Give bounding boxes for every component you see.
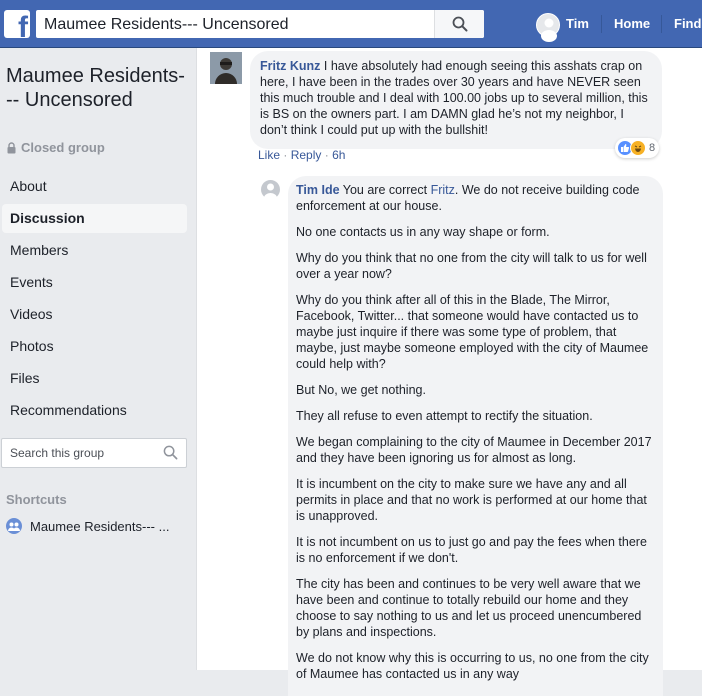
group-privacy: [6, 140, 105, 155]
profile-photo-icon: [210, 52, 242, 84]
reply-paragraph: Why do you think that no one from the city will talk to us for well over a year now?: [296, 251, 647, 281]
reactions-summary[interactable]: [615, 138, 659, 158]
sidebar-item-recommendations[interactable]: Recommendations: [10, 402, 127, 418]
sidebar-item-about[interactable]: About: [10, 178, 47, 194]
comments-panel: [196, 48, 702, 681]
group-icon: [6, 518, 22, 534]
shortcuts-heading: Shortcuts: [6, 492, 67, 507]
sidebar-item-events[interactable]: Events: [10, 274, 53, 290]
commenter-avatar[interactable]: [210, 52, 242, 84]
comment-author-link[interactable]: Fritz Kunz: [260, 59, 321, 73]
group-search-input[interactable]: [1, 438, 187, 468]
comment-text: I have absolutely had enough seeing this asshats crap on here, I have been in the trades over 30 years and have NEVER seen this much trouble and I deal with 100.00 jobs up to several million, this is BS on the owners part. I am DAMN glad he’s not my neighbor, I don’t think I could put up with the bullshit!: [260, 59, 648, 137]
sidebar-item-photos[interactable]: Photos: [10, 338, 54, 354]
user-name-link[interactable]: Tim: [566, 16, 589, 31]
user-silhouette-icon: [261, 180, 280, 199]
haha-reaction-icon: [630, 140, 646, 156]
reply-intro-rest: . We do not receive building code enforcement at our house.: [296, 183, 640, 213]
search-button[interactable]: [434, 10, 484, 38]
reply-paragraph: No one contacts us in any way shape or form.: [296, 225, 550, 239]
nav-divider: [601, 15, 602, 33]
sidebar-item-videos[interactable]: Videos: [10, 306, 53, 322]
reply-author-link[interactable]: Tim Ide: [296, 183, 340, 197]
home-link[interactable]: Home: [614, 16, 651, 31]
find-friends-link[interactable]: Find: [674, 16, 702, 31]
comment-timestamp[interactable]: 6h: [332, 148, 346, 162]
lock-icon: [6, 142, 17, 154]
group-privacy-label: Closed group: [21, 140, 105, 155]
sidebar-item-members[interactable]: Members: [10, 242, 69, 258]
reply-paragraph: But No, we get nothing.: [296, 383, 426, 397]
reaction-count: 8: [649, 142, 656, 154]
like-link[interactable]: Like: [258, 148, 281, 162]
search-icon: [163, 445, 178, 460]
reply-bubble: [288, 176, 663, 696]
nav-divider: [661, 15, 662, 33]
search-input[interactable]: [36, 10, 484, 38]
reply-intro: You are correct: [342, 183, 428, 197]
search-icon: [452, 16, 468, 32]
top-bar: [0, 0, 702, 48]
reply-paragraph: The city has been and continues to be very well aware that we have been and continue to totally rebuild our home and they choose to say nothing to us and let us proceed unencumbered by plans and inspections.: [296, 577, 642, 639]
comment-actions: [258, 148, 345, 162]
reply-paragraph: It is incumbent on the city to make sure we have any and all permits in place and that no work is performed at our home that is unapproved.: [296, 477, 647, 523]
reply-paragraph: Why do you think after all of this in the Blade, The Mirror, Facebook, Twitter... that someone would have contacted us to maybe just inquire if there was some type of problem, that maybe, just maybe someone employed with the city of Maumee could help with?: [296, 293, 649, 371]
group-name[interactable]: Maumee Residents--- Uncensored: [6, 65, 185, 111]
mention-link[interactable]: Fritz: [430, 183, 455, 197]
comment-bubble: [250, 51, 662, 149]
reply-paragraph: We began complaining to the city of Maumee in December 2017 and they have been ignoring us for almost as long.: [296, 435, 652, 465]
separator-dot: ·: [283, 148, 291, 162]
user-avatar[interactable]: [536, 13, 560, 37]
reply-first-paragraph: [296, 182, 653, 214]
search-input-value: Maumee Residents--- Uncensored: [44, 16, 289, 33]
separator-dot: ·: [324, 148, 333, 162]
left-sidebar: [0, 48, 196, 670]
reply-paragraph: We do not know why this is occurring to us, no one from the city of Maumee has contacted us in any way: [296, 651, 649, 681]
reply-link[interactable]: Reply: [290, 148, 322, 162]
user-silhouette-icon: [537, 14, 561, 38]
shortcut-group-link[interactable]: [6, 518, 169, 534]
shortcut-label: Maumee Residents--- ...: [30, 518, 170, 534]
group-search-placeholder: Search this group: [10, 446, 105, 460]
reply-avatar[interactable]: [261, 180, 280, 199]
reply-paragraph: It is not incumbent on us to just go and pay the fees when there is no enforcement if we don't.: [296, 535, 647, 565]
sidebar-item-files[interactable]: Files: [10, 370, 40, 386]
sidebar-item-discussion[interactable]: Discussion: [2, 204, 187, 233]
reply-paragraph: They all refuse to even attempt to rectify the situation.: [296, 409, 593, 423]
facebook-logo-icon[interactable]: f: [4, 10, 30, 38]
